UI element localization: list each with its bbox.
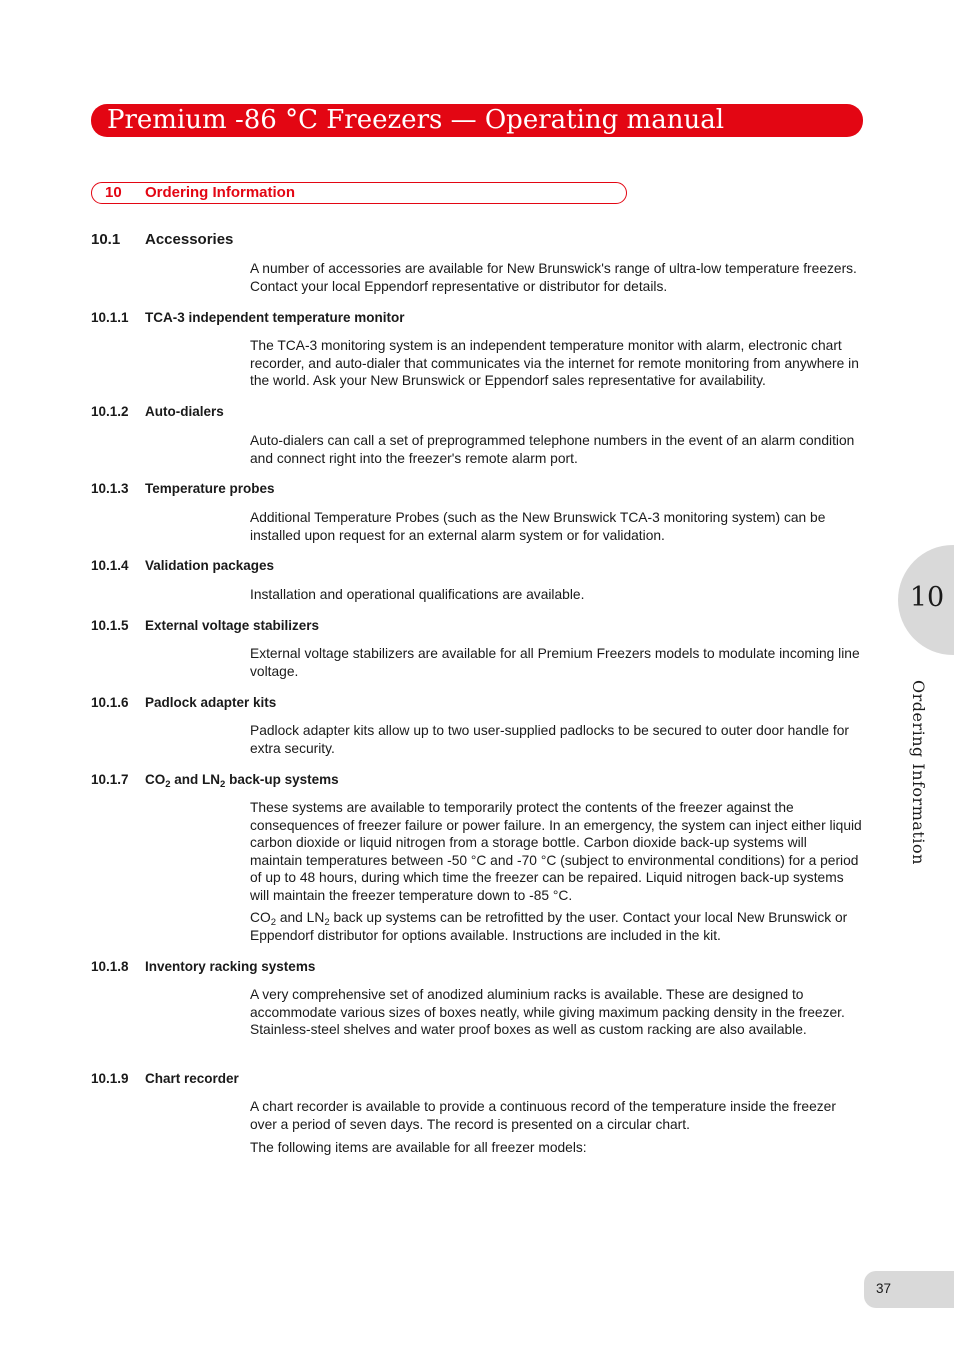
manual-title-banner: Premium -86 °C Freezers — Operating manual [91,104,863,137]
subscript: 2 [270,917,276,928]
item-title: Inventory racking systems [145,959,316,974]
para-text: and LN [276,910,325,925]
para-text: CO [250,910,271,925]
section-number: 10 [105,184,122,201]
intro-paragraph: A number of accessories are available for New Brunswick's range of ultra-low temperature freezers. Contact your local Eppendorf representative or distributor for details. [250,261,857,294]
item-number: 10.1.3 [91,481,129,496]
item-title [145,772,339,788]
item-title: Padlock adapter kits [145,695,277,710]
item-title: Temperature probes [145,481,275,496]
item-title: External voltage stabilizers [145,618,320,633]
chapter-side-label: Ordering Information [909,680,928,865]
item-paragraph-2: The following items are available for all freezer models: [250,1140,587,1155]
title-text: back-up systems [225,772,339,787]
section-title: Ordering Information [145,184,295,201]
subsection-number: 10.1 [91,231,121,248]
item-paragraph: Installation and operational qualifications are available. [250,587,585,602]
title-text: CO [145,772,166,787]
subscript: 2 [220,779,226,790]
item-title: Validation packages [145,558,275,573]
item-number: 10.1.4 [91,558,129,573]
item-paragraph: The TCA-3 monitoring system is an independent temperature monitor with alarm, electronic chart recorder, and auto-dialer that communicates via the internet for remote monitoring from anywhere in the world. Ask your New Brunswick or Eppendorf sales representative for availability. [250,338,859,389]
item-number: 10.1.6 [91,695,129,710]
item-paragraph: A chart recorder is available to provide a continuous record of the temperature inside the freezer over a period of seven days. The record is presented on a circular chart. [250,1099,836,1132]
item-paragraph: Padlock adapter kits allow up to two user-supplied padlocks to be secured to outer door handle for extra security. [250,723,849,756]
chapter-tab-number: 10 [909,582,945,613]
item-number: 10.1.8 [91,959,129,974]
item-paragraph: A very comprehensive set of anodized aluminium racks is available. These are designed to accommodate various sizes of boxes neatly, while giving maximum packing density in the freezer. Stainless-steel shelves and water proof boxes as well as custom racking are also available. [250,987,845,1038]
page-number: 37 [876,1281,892,1296]
item-paragraph: Additional Temperature Probes (such as the New Brunswick TCA-3 monitoring system) can be installed upon request for an external alarm system or for validation. [250,510,826,543]
subscript: 2 [165,779,171,790]
item-number: 10.1.1 [91,310,129,325]
item-title: TCA-3 independent temperature monitor [145,310,405,325]
item-number: 10.1.9 [91,1071,129,1086]
title-text: and LN [170,772,221,787]
item-number: 10.1.2 [91,404,129,419]
item-number: 10.1.7 [91,772,129,787]
item-number: 10.1.5 [91,618,129,633]
item-paragraph: External voltage stabilizers are available for all Premium Freezers models to modulate incoming line voltage. [250,646,860,679]
subsection-title: Accessories [145,231,234,248]
subscript: 2 [324,917,330,928]
item-paragraph: Auto-dialers can call a set of preprogrammed telephone numbers in the event of an alarm condition and connect right into the freezer's remote alarm port. [250,433,855,466]
item-title: Chart recorder [145,1071,239,1086]
item-title: Auto-dialers [145,404,224,419]
para-text: back up systems can be retrofitted by the user. Contact your local New Brunswick or Eppendorf distributor for options available. Instructions are included in the kit. [250,910,848,943]
item-paragraph-2 [250,909,862,944]
item-paragraph: These systems are available to temporarily protect the contents of the freezer against the consequences of freezer failure or power failure. In an emergency, the system can inject either liquid carbon dioxide or liquid nitrogen from a storage bottle. Carbon dioxide back-up systems will maintain temperatures between -50 °C and -70 °C (subject to environmental conditions) for a period of up to 48 hours, during which time the freezer can be repaired. Liquid nitrogen back-up systems will maintain the freezer temperature down to -85 °C. [250,800,862,903]
section-heading [91,182,627,204]
